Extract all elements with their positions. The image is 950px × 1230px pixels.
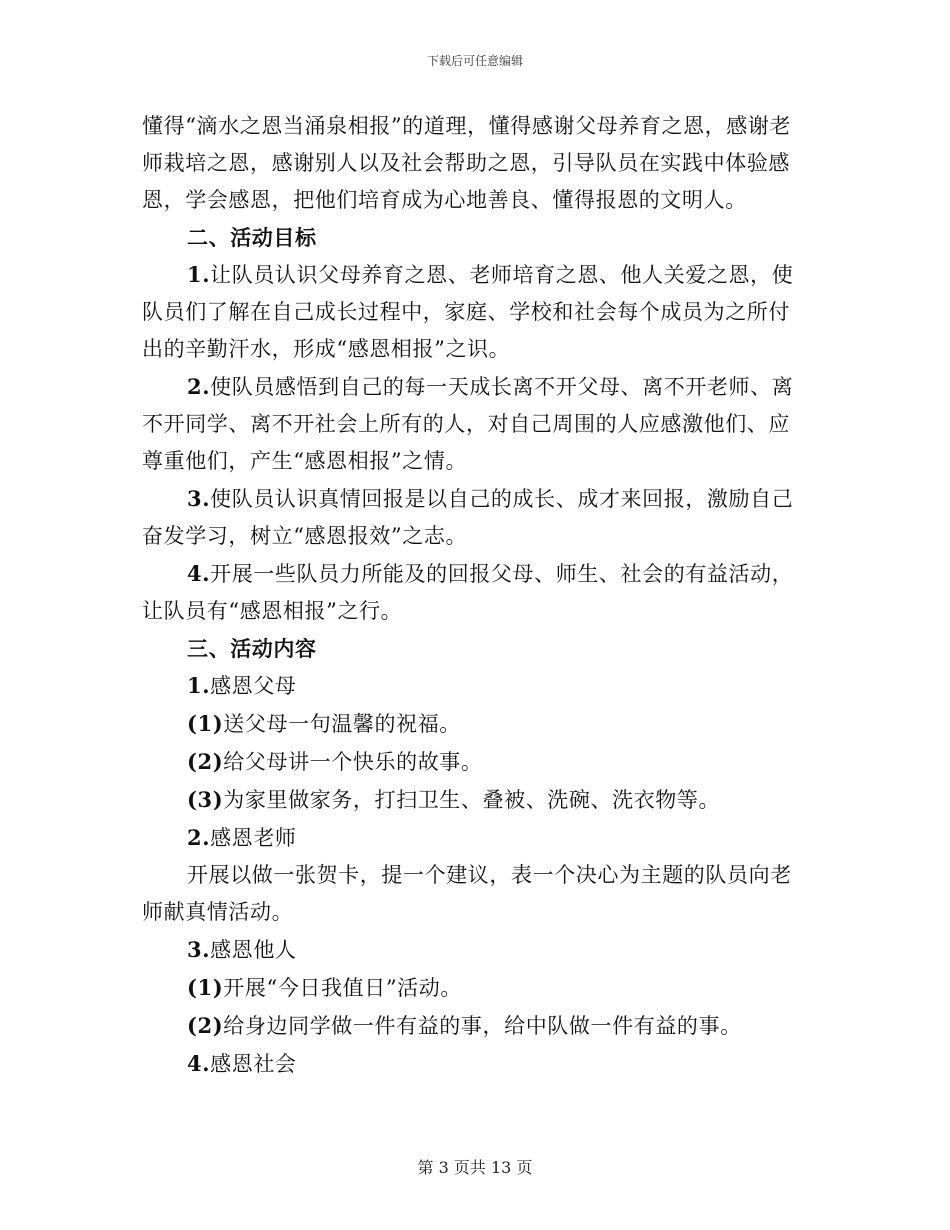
subsection-paragraph: 开展以做一张贺卡，提一个建议，表一个决心为主题的队员向老师献真情活动。: [142, 863, 792, 924]
sub-item-text: 开展“今日我值日”活动。: [223, 976, 462, 1000]
subsection-title: [142, 931, 802, 969]
sub-item-text: 给父母讲一个快乐的故事。: [223, 750, 483, 774]
subsection-number: 2.: [187, 825, 211, 850]
sub-item-text: 为家里做家务，打扫卫生、叠被、洗碗、洗衣物等。: [223, 788, 721, 812]
goal-item: [142, 555, 802, 630]
sub-item: [142, 705, 802, 743]
subsection-number: 3.: [187, 937, 211, 962]
goal-number: 4.: [187, 561, 211, 586]
goal-number: 1.: [187, 262, 211, 287]
goal-item: [142, 368, 802, 480]
subsection-title: [142, 819, 802, 857]
subsection-label: 感恩他人: [210, 938, 297, 962]
subsection-label: 感恩社会: [210, 1052, 297, 1076]
goal-text: 使队员感悟到自己的每一天成长离不开父母、离不开老师、离不开同学、离不开社会上所有的人，对自己周围的人应感激他们、应尊重他们，产生“感恩相报”之情。: [142, 375, 794, 473]
goal-text: 让队员认识父母养育之恩、老师培育之恩、他人关爱之恩，使队员们了解在自己成长过程中，家庭、学校和社会每个成员为之所付出的辛勤汗水，形成“感恩相报”之识。: [142, 263, 794, 361]
subsection-title: [142, 667, 802, 705]
sub-item-number: (3): [187, 787, 224, 812]
sub-item: [142, 781, 802, 819]
sub-item-number: (1): [187, 975, 224, 1000]
intro-paragraph: 懂得“滴水之恩当涌泉相报”的道理，懂得感谢父母养育之恩，感谢老师栽培之恩，感谢别人以及社会帮助之恩，引导队员在实践中体验感恩，学会感恩，把他们培育成为心地善良、懂得报恩的文明人。: [142, 114, 792, 212]
subsection-number: 4.: [187, 1051, 211, 1076]
goal-text: 使队员认识真情回报是以自己的成长、成才来回报，激励自己奋发学习，树立“感恩报效”之志。: [142, 487, 794, 548]
goal-item: [142, 256, 802, 368]
sub-item: [142, 1007, 802, 1045]
section-heading-goals: 二、活动目标: [187, 225, 317, 250]
page-header: 下载后可任意编辑: [426, 54, 523, 68]
sub-item-number: (1): [187, 711, 224, 736]
sub-item: [142, 743, 802, 781]
page-footer: 第 3 页共 13 页: [417, 1158, 533, 1177]
subsection-title: [142, 1045, 802, 1083]
sub-item: [142, 969, 802, 1007]
sub-item-text: 给身边同学做一件有益的事，给中队做一件有益的事。: [223, 1014, 742, 1038]
document-body: [142, 108, 802, 1083]
goal-text: 开展一些队员力所能及的回报父母、师生、社会的有益活动，让队员有“感恩相报”之行。: [142, 562, 794, 623]
goal-number: 3.: [187, 486, 211, 511]
sub-item-number: (2): [187, 749, 224, 774]
sub-item-number: (2): [187, 1013, 224, 1038]
subsection-label: 感恩父母: [210, 674, 297, 698]
subsection-label: 感恩老师: [210, 826, 297, 850]
subsection-number: 1.: [187, 673, 211, 698]
goal-item: [142, 480, 802, 555]
goal-number: 2.: [187, 374, 211, 399]
sub-item-text: 送父母一句温馨的祝福。: [223, 712, 461, 736]
section-heading-content: 三、活动内容: [187, 636, 317, 661]
